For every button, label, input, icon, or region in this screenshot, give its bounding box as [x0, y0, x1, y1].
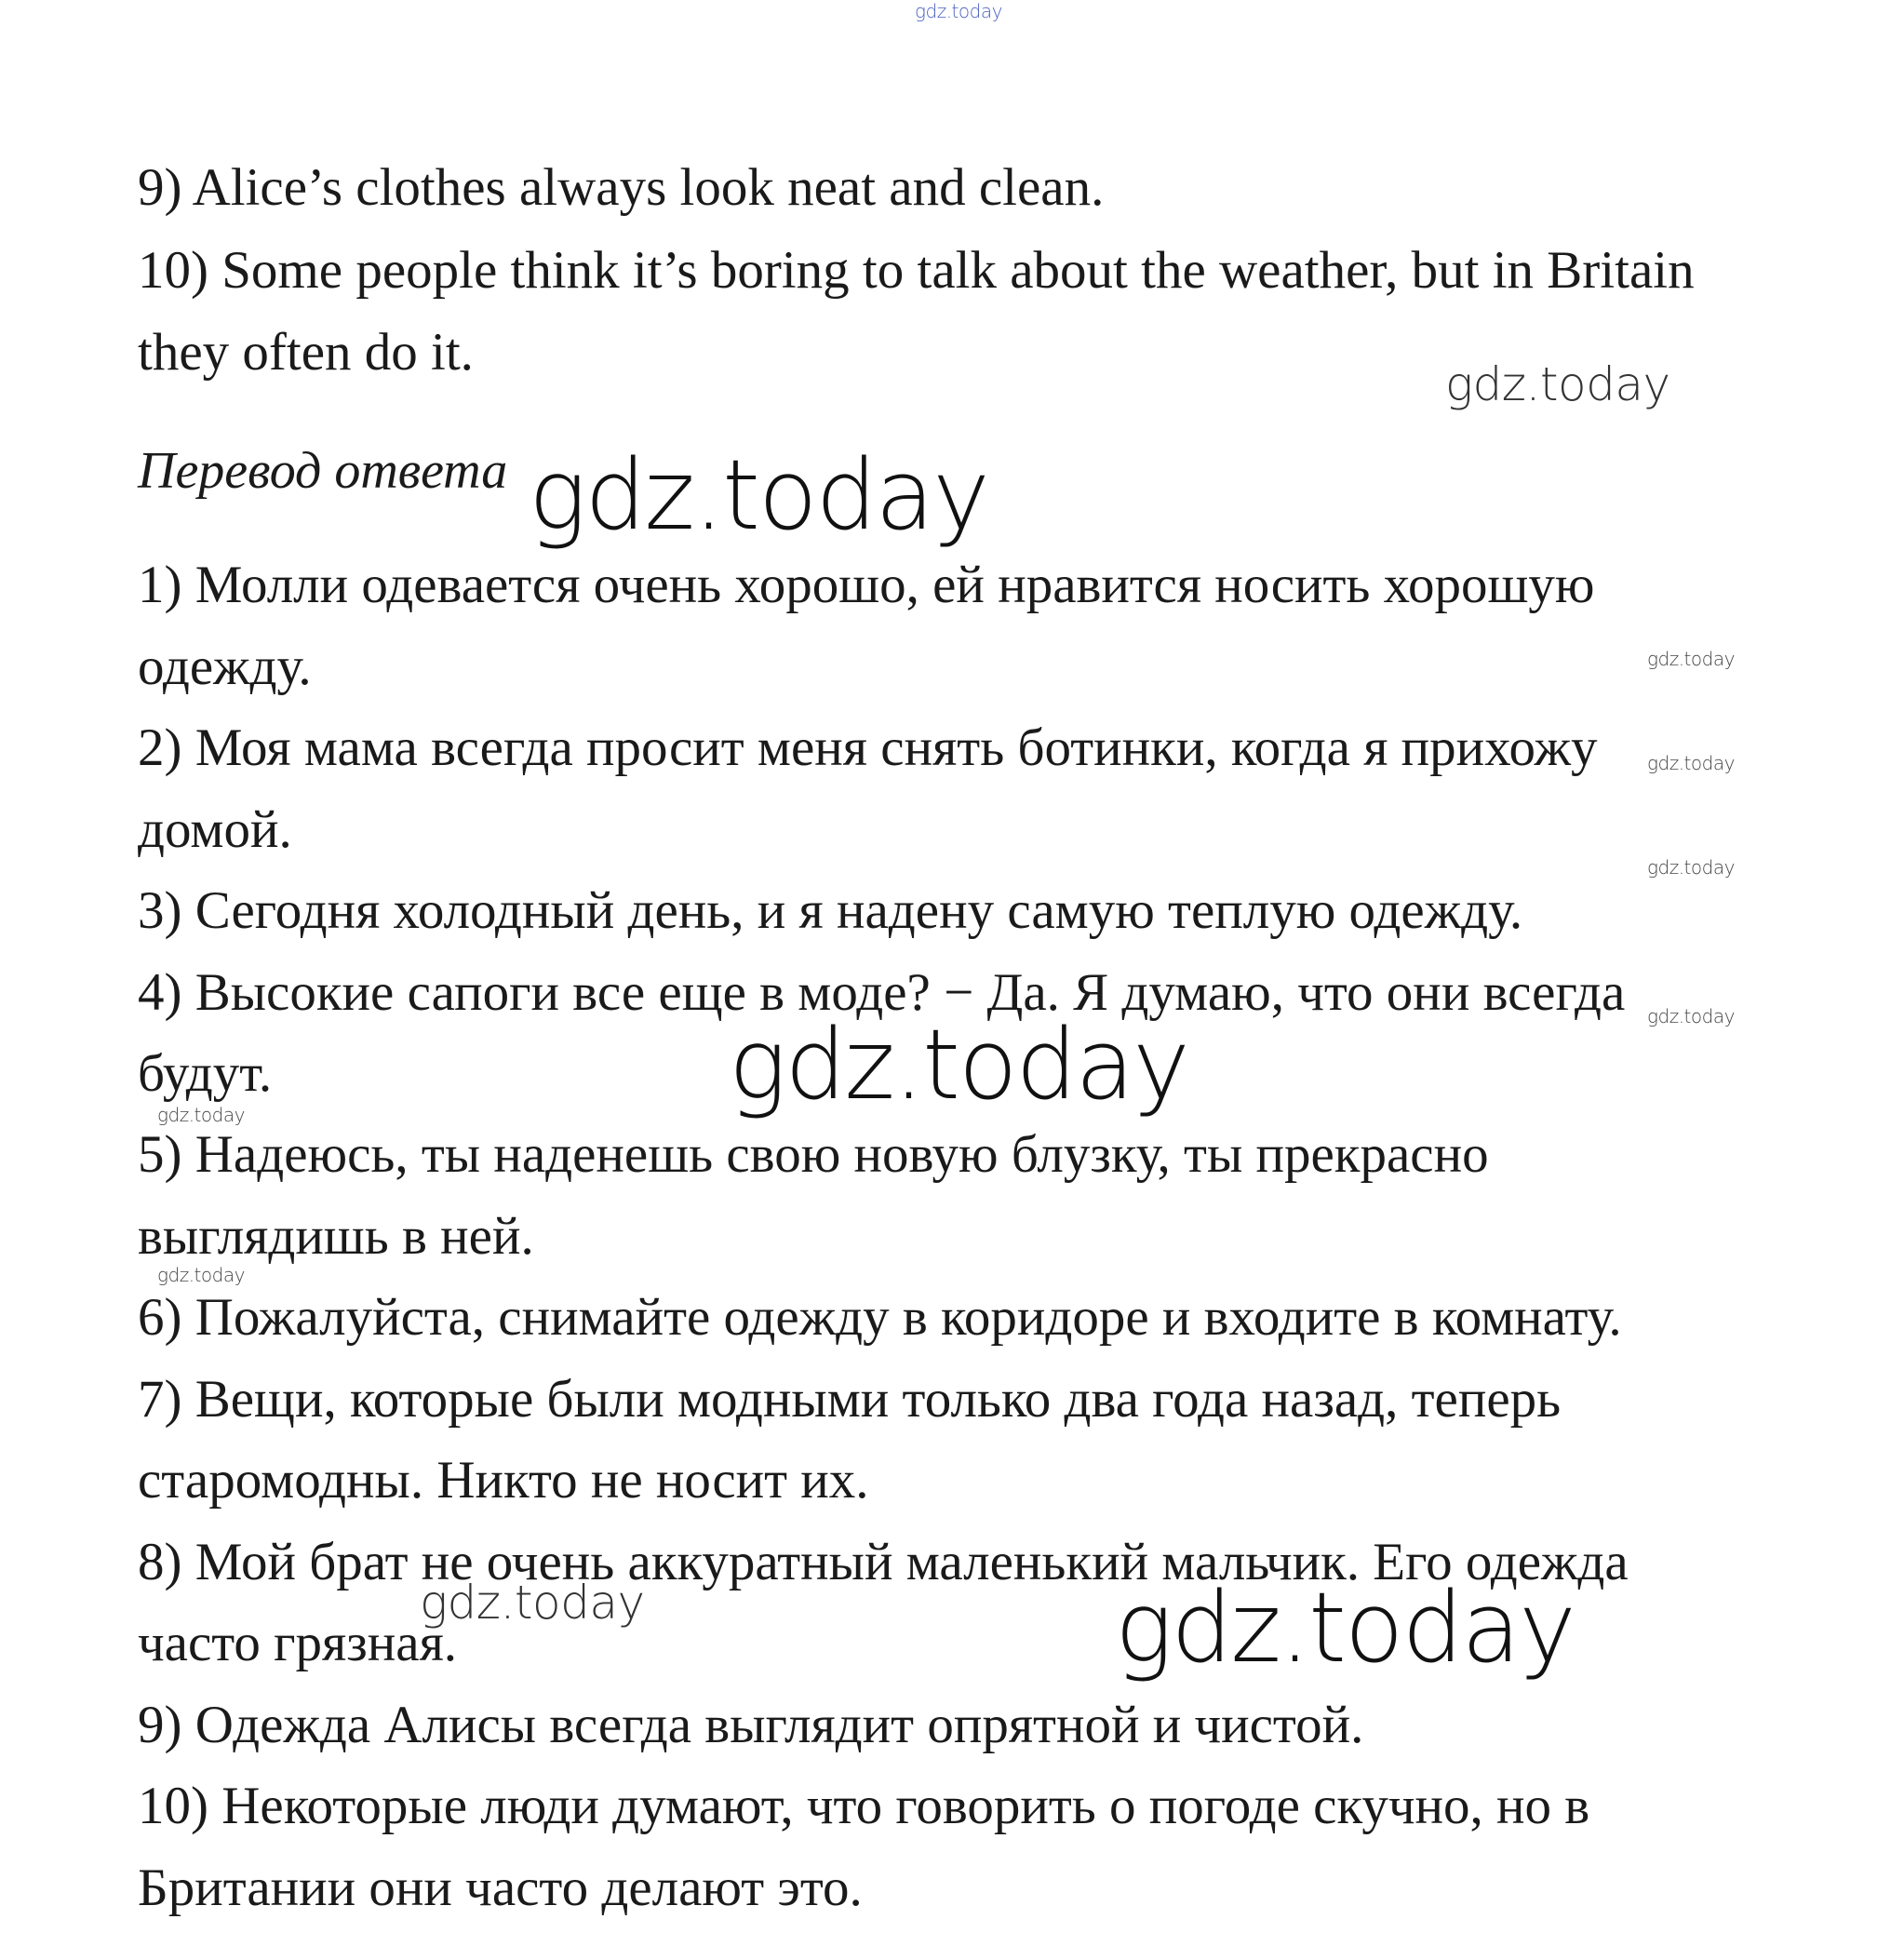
russian-line-13: 8) Мой брат не очень аккуратный маленький мальчик. Его одежда	[138, 1533, 1629, 1591]
russian-line-17: Британии они часто делают это.	[138, 1859, 863, 1917]
russian-line-5: 3) Сегодня холодный день, и я надену самую теплую одежду.	[138, 881, 1523, 940]
watermark-small-4: gdz.today	[1647, 1005, 1735, 1027]
russian-line-2: одежду.	[138, 637, 312, 696]
watermark-medium-lower: gdz.today	[420, 1576, 645, 1630]
watermark-small-5: gdz.today	[157, 1104, 245, 1126]
russian-line-9: выглядишь в ней.	[138, 1207, 534, 1266]
english-item-10-line-1: 10) Some people think it’s boring to talk about the weather, but in Britain	[138, 241, 1695, 300]
russian-line-3: 2) Моя мама всегда просит меня снять ботинки, когда я прихожу	[138, 718, 1598, 777]
russian-line-14: часто грязная.	[138, 1614, 458, 1672]
russian-line-16: 10) Некоторые люди думают, что говорить о погоде скучно, но в	[138, 1777, 1590, 1835]
watermark-large-middle: gdz.today	[729, 1008, 1188, 1121]
english-item-9: 9) Alice’s clothes always look neat and clean.	[138, 158, 1105, 217]
watermark-small-1: gdz.today	[1647, 648, 1735, 670]
russian-line-8: 5) Надеюсь, ты наденешь свою новую блузку, ты прекрасно	[138, 1125, 1489, 1184]
translation-heading: Перевод ответа	[138, 442, 508, 500]
russian-line-6: 4) Высокие сапоги все еще в моде? − Да. Я думаю, что они всегда	[138, 963, 1626, 1022]
russian-line-10: 6) Пожалуйста, снимайте одежду в коридоре и входите в комнату.	[138, 1288, 1622, 1347]
watermark-medium-right: gdz.today	[1445, 357, 1670, 411]
watermark-small-2: gdz.today	[1647, 752, 1735, 774]
watermark-small-6: gdz.today	[157, 1264, 245, 1286]
russian-line-7: будут.	[138, 1044, 273, 1103]
english-item-10-line-2: they often do it.	[138, 323, 474, 382]
russian-line-12: старомодны. Никто не носит их.	[138, 1451, 869, 1510]
russian-line-4: домой.	[138, 800, 292, 859]
russian-line-15: 9) Одежда Алисы всегда выглядит опрятной и чистой.	[138, 1696, 1364, 1754]
watermark-top: gdz.today	[915, 0, 1002, 22]
watermark-small-3: gdz.today	[1647, 856, 1735, 879]
watermark-large-lower: gdz.today	[1115, 1571, 1575, 1684]
watermark-large-heading: gdz.today	[529, 438, 988, 552]
russian-line-11: 7) Вещи, которые были модными только два года назад, теперь	[138, 1370, 1562, 1429]
russian-line-1: 1) Молли одевается очень хорошо, ей нравится носить хорошую	[138, 556, 1595, 614]
